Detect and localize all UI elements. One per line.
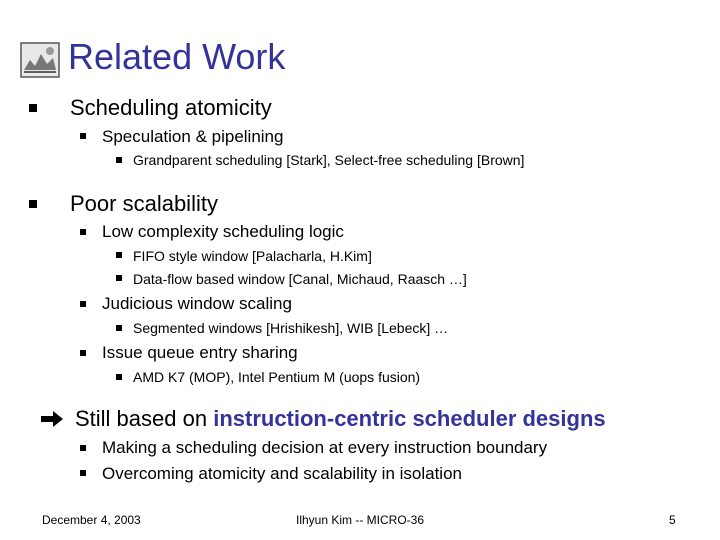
bullet-scheduling-decision: Making a scheduling decision at every instruction boundary — [102, 438, 548, 457]
right-arrow-icon — [40, 410, 64, 428]
bullet-segmented-windows: Segmented windows [Hrishikesh], WIB [Lebeck] … — [133, 320, 449, 336]
bullet-speculation-pipelining: Speculation & pipelining — [102, 127, 284, 146]
bullet-poor-scalability: Poor scalability — [70, 191, 218, 216]
bullet-overcoming-atomicity: Overcoming atomicity and scalability in isolation — [102, 464, 462, 483]
square-bullet-icon — [116, 252, 122, 258]
square-bullet-icon — [80, 229, 86, 235]
bullet-queue-sharing: Issue queue entry sharing — [102, 343, 298, 362]
square-bullet-icon — [116, 325, 122, 331]
square-bullet-icon — [29, 200, 37, 208]
square-bullet-icon — [116, 157, 122, 163]
footer-author: Ilhyun Kim -- MICRO-36 — [296, 513, 425, 527]
square-bullet-icon — [80, 470, 86, 476]
bullet-dataflow-window: Data-flow based window [Canal, Michaud, Raasch …] — [133, 271, 467, 287]
bullet-judicious-scaling: Judicious window scaling — [102, 294, 292, 313]
bullet-amd-intel: AMD K7 (MOP), Intel Pentium M (uops fusion) — [133, 369, 421, 385]
square-bullet-icon — [80, 350, 86, 356]
bullet-grandparent-scheduling: Grandparent scheduling [Stark], Select-free scheduling [Brown] — [133, 152, 525, 168]
square-bullet-icon — [116, 374, 122, 380]
footer-date: December 4, 2003 — [42, 513, 141, 527]
page-title: Related Work — [68, 36, 286, 77]
conclusion-line — [75, 406, 606, 432]
square-bullet-icon — [80, 301, 86, 307]
square-bullet-icon — [29, 104, 37, 112]
page-number: 5 — [669, 513, 676, 527]
bullet-low-complexity: Low complexity scheduling logic — [102, 222, 344, 241]
logo-icon — [20, 42, 60, 78]
conclusion-highlight: instruction-centric scheduler designs — [213, 406, 606, 431]
bullet-fifo-window: FIFO style window [Palacharla, H.Kim] — [133, 248, 372, 264]
square-bullet-icon — [80, 133, 86, 139]
square-bullet-icon — [116, 275, 122, 281]
square-bullet-icon — [80, 445, 86, 451]
bullet-scheduling-atomicity: Scheduling atomicity — [70, 95, 272, 120]
conclusion-prefix: Still based on — [75, 406, 214, 431]
